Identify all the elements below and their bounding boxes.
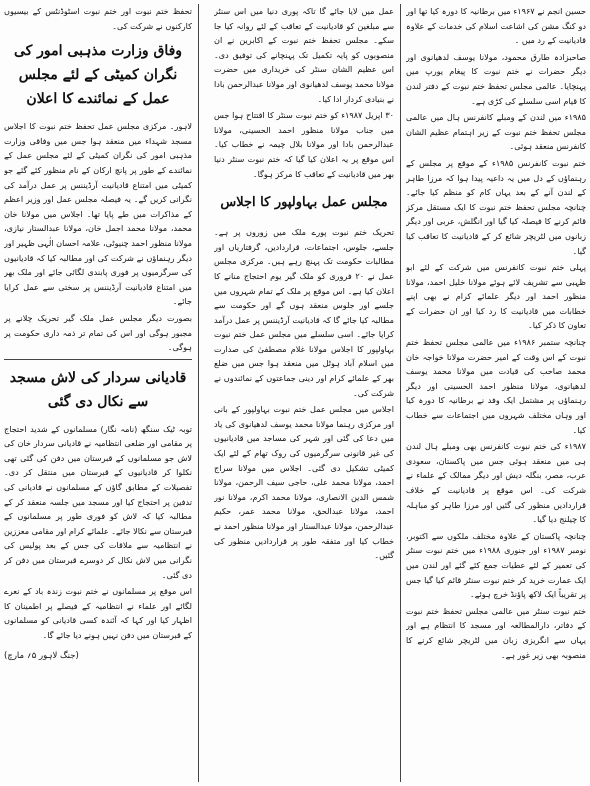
article-paragraph: ختم نبوت کانفرنس ۱۹۸۵ء کے موقع پر مجلس کے رہنماؤں کے دل میں یہ داعیہ پیدا ہوا کہ مرزا طاہر کے لندن آنے کے بعد یہاں کام کو منظم کیا جائے۔ چنانچہ مجلس تحفظ ختم نبوت کا ایک مستقل مرکز قائم کرنے کا فیصلہ کیا گیا اور انگلش، عربی اور دیگر زبانوں میں لٹریچر شائع کر کے قادیانیت کا تعاقب کیا گیا۔ — [406, 157, 586, 256]
article-paragraph: حسین انجم نے ۱۹۶۷ء میں برطانیہ کا دورہ کیا تھا اور دو کنگ مشن کی اشاعت اسلام کی خدمات کے علاوہ قادیانیت کے رد میں ۔ — [406, 6, 586, 46]
article-paragraph: توبہ ٹیک سنگھ (نامہ نگار) مسلمانوں کے شدید احتجاج پر مقامی اور ضلعی انتظامیہ نے قادیانی سردار خان کی لاش جو مسلمانوں کے قبرستان میں دفن کی گئی تھی نکلوا کر قادیانیوں کے قبرستان میں منتقل کر دی۔ تفصیلات کے مطابق گاؤں کے مسلمانوں نے قادیانی کی تدفین پر احتجاج کیا اور مسجد میں جلسہ منعقد کر کے مطالبہ کیا کہ لاش کو فوری طور پر مسلمانوں کے قبرستان سے نکالا جائے۔ علمائے کرام اور مقامی معززین نے انتظامیہ سے ملاقات کی جس کے بعد پولیس کی نگرانی میں لاش نکال کر دوسرے قبرستان میں دفن کر دی گئی۔ — [4, 423, 192, 580]
column-middle — [214, 4, 394, 782]
article-paragraph: ۱۹۸۵ء میں لندن کے ومبلے کانفرنس ہال میں عالمی مجلس تحفظ ختم نبوت کے زیر اہتمام عظیم الشان کانفرنس منعقد ہوئی۔ — [406, 112, 586, 152]
column-left — [4, 4, 192, 782]
article-paragraph: عمل میں لایا جائے گا تاکہ پوری دنیا میں اس سنٹر سے مبلغین کو قادیانیت کے تعاقب کے لئے روانہ کیا جا سکے۔ مجلس تحفظ ختم نبوت کے اکابرین نے ان منصوبوں کو پایہ تکمیل تک پہنچانے کی توفیق دی۔ اس عظیم الشان سنٹر کی خریداری میں حضرت مولانا محمد یوسف لدھیانوی اور مولانا عبدالرحمن بادا نے بنیادی کردار ادا کیا۔ — [214, 6, 394, 104]
article-paragraph: اجلاس میں مجلس عمل ختم نبوت بہاولپور کے بانی اور مرکزی رہنما مولانا محمد یوسف لدھیانوی کی یاد میں دعا کی گئی اور شہر کی مساجد میں قادیانیوں کی غیر قانونی سرگرمیوں کی روک تھام کے لئے ایک کمیٹی تشکیل دی گئی۔ اجلاس میں مولانا سراج احمد، مولانا محمد علی، حاجی سیف الرحمن، مولانا شمس الدین الانصاری، مولانا محمد اکرم، مولانا نور احمد، مولانا عبدالحق، مولانا محمد عمر، حکیم عبدالرحمن، مولانا عبدالستار اور مولانا منظور احمد نے خطاب کیا اور متفقہ طور پر قراردادیں منظور کی گئیں۔ — [214, 404, 394, 561]
article-paragraph: چنانچہ پاکستان کے علاوہ مختلف ملکوں سے اکتوبر، نومبر ۱۹۸۷ء اور جنوری ۱۹۸۸ء میں ختم نبوت سنٹر کی تعمیر کے لئے عطیات جمع کئے گئے اور لندن میں ایک عمارت خرید کر ختم نبوت سنٹر قائم کیا گیا جس پر تقریباً ایک لاکھ پاؤنڈ خرچ ہوئے۔ — [406, 530, 586, 600]
article-paragraph: تحریک ختم نبوت پورے ملک میں زوروں پر ہے۔ جلسے، جلوس، اجتماعات، قراردادیں، گرفتاریاں اور مطالبات حکومت تک پہنچ رہے ہیں۔ مرکزی مجلس عمل نے ۲۰ فروری کو ملک گیر یوم احتجاج منانے کا اعلان کیا ہے۔ اس موقع پر ملک کے تمام شہروں میں جلسے اور جلوس منعقد ہوں گے اور حکومت سے مطالبہ کیا جائے گا کہ قادیانیت آرڈیننس پر عمل درآمد کرایا جائے۔ اسی سلسلے میں مجلس عمل ختم نبوت بہاولپور کا اجلاس مولانا غلام مصطفیٰ کی صدارت میں اسلام آباد ہوٹل میں منعقد ہوا جس میں ضلع بھر کے علمائے کرام اور دینی جماعتوں کے نمائندوں نے شرکت کی۔ — [214, 227, 394, 398]
column-divider — [198, 4, 199, 782]
headline-bahawalpur: مجلس عمل بہاولپور کا اجلاس — [220, 195, 388, 211]
section-divider — [4, 359, 192, 360]
article-paragraph: چنانچہ ستمبر ۱۹۸۶ء میں عالمی مجلس تحفظ ختم نبوت کے اس وقت کے امیر حضرت مولانا خواجہ خان محمد صاحب کی قیادت میں مولانا محمد یوسف لدھیانوی، مولانا منظور احمد الحسینی اور دیگر رہنماؤں پر مشتمل ایک وفد نے برطانیہ کا دورہ کیا اور وہاں مختلف شہروں میں اجتماعات سے خطاب کیا۔ — [406, 337, 586, 435]
article-paragraph: پہلی ختم نبوت کانفرنس میں شرکت کے لئے ابو ظہبی سے تشریف لائے ہوئے مولانا خلیل احمد، مولانا منظور احمد اور دیگر علمائے کرام نے بھی اپنے خطابات میں قادیانیت کا رد کیا اور ان حضرات کے تعاون کا ذکر کیا۔ — [406, 262, 586, 331]
source-credit: (جنگ لاہور ۵؍ مارچ) — [4, 650, 79, 661]
article-paragraph: بصورت دیگر مجلس عمل ملک گیر تحریک چلانے پر مجبور ہوگی اور اس کی تمام تر ذمہ داری حکومت پر ہوگی۔ — [4, 312, 192, 353]
column-divider — [400, 4, 401, 782]
article-paragraph: لاہور۔ مرکزی مجلس عمل تحفظ ختم نبوت کا اجلاس مسجد شہداء میں منعقد ہوا جس میں وفاقی وزارت مذہبی امور کی نگران کمیٹی کے لئے مجلس عمل کے نمائندے کے طور پر پانچ ارکان کے نام منظور کئے گئے جو کمیٹی میں امتناع قادیانیت آرڈیننس پر عمل درآمد کی نگرانی کریں گے۔ یہ فیصلہ مجلس عمل اور وزیر اعظم کے مذاکرات میں طے پایا تھا۔ اجلاس میں مولانا خان محمد، مولانا محمد اجمل خان، مولانا عبدالستار نیازی، مولانا منظور احمد چنیوٹی، علامہ احسان الٰہی ظہیر اور دیگر رہنماؤں نے شرکت کی اور مطالبہ کیا کہ قادیانیوں کی سرگرمیوں پر فوری پابندی لگائی جائے اور ملک بھر میں امتناع قادیانیت آرڈیننس پر سختی سے عمل کرایا جائے۔ — [4, 121, 192, 307]
article-paragraph: اس موقع پر مسلمانوں نے ختم نبوت زندہ باد کے نعرے لگائے اور علماء نے انتظامیہ کے فیصلے پر اطمینان کا اظہار کیا اور کہا کہ آئندہ کسی قادیانی کو مسلمانوں کے قبرستان میں دفن نہیں ہونے دیا جائے گا۔ — [4, 586, 192, 640]
headline-grave: قادیانی سردار کی لاش مسجد سے نکال دی گئی — [9, 369, 187, 410]
column-right — [406, 4, 586, 782]
headline-committee: وفاق وزارت مذہبی امور کی نگران کمیٹی کے لئے مجلس عمل کے نمائندے کا اعلان — [13, 43, 183, 108]
article-paragraph: صاحبزادہ طارق محمود، مولانا یوسف لدھیانوی اور دیگر حضرات نے ختم نبوت کا پیغام یورپ میں پہنچایا۔ عالمی مجلس تحفظ ختم نبوت کے دفتر لندن کا قیام اسی سلسلے کی کڑی ہے۔ — [406, 51, 586, 106]
article-paragraph: ختم نبوت سنٹر میں عالمی مجلس تحفظ ختم نبوت کے دفاتر، دارالمطالعہ اور مسجد کا انتظام ہے اور یہاں سے انگریزی زبان میں لٹریچر شائع کرنے کا منصوبہ بھی زیر غور ہے۔ — [406, 605, 586, 660]
article-paragraph: ۳۰ اپریل ۱۹۸۷ء کو ختم نبوت سنٹر کا افتتاح ہوا جس میں جناب مولانا منظور احمد الحسینی، مولانا عبدالرحمن بادا اور مولانا بلال چیمہ نے خطاب کیا۔ اس موقع پر یہ اعلان کیا گیا کہ ختم نبوت سنٹر دنیا بھر میں قادیانیت کے تعاقب کا مرکز ہوگا۔ — [214, 110, 394, 179]
article-paragraph: تحفظ ختم نبوت اور ختم نبوت اسٹوڈنٹس کے بیسیوں کارکنوں نے شرکت کی۔ — [4, 6, 192, 31]
article-paragraph: ۱۹۸۷ء کی ختم نبوت کانفرنس بھی ومبلے ہال لندن ہی میں منعقد ہوئی جس میں پاکستان، سعودی عرب، مصر، بنگلہ دیش اور دیگر ممالک کے علماء نے شرکت کی۔ اس موقع پر قادیانیت کے خلاف قراردادیں منظور کی گئیں اور مرزا طاہر کو مباہلہ کا چیلنج دیا گیا۔ — [406, 441, 586, 525]
